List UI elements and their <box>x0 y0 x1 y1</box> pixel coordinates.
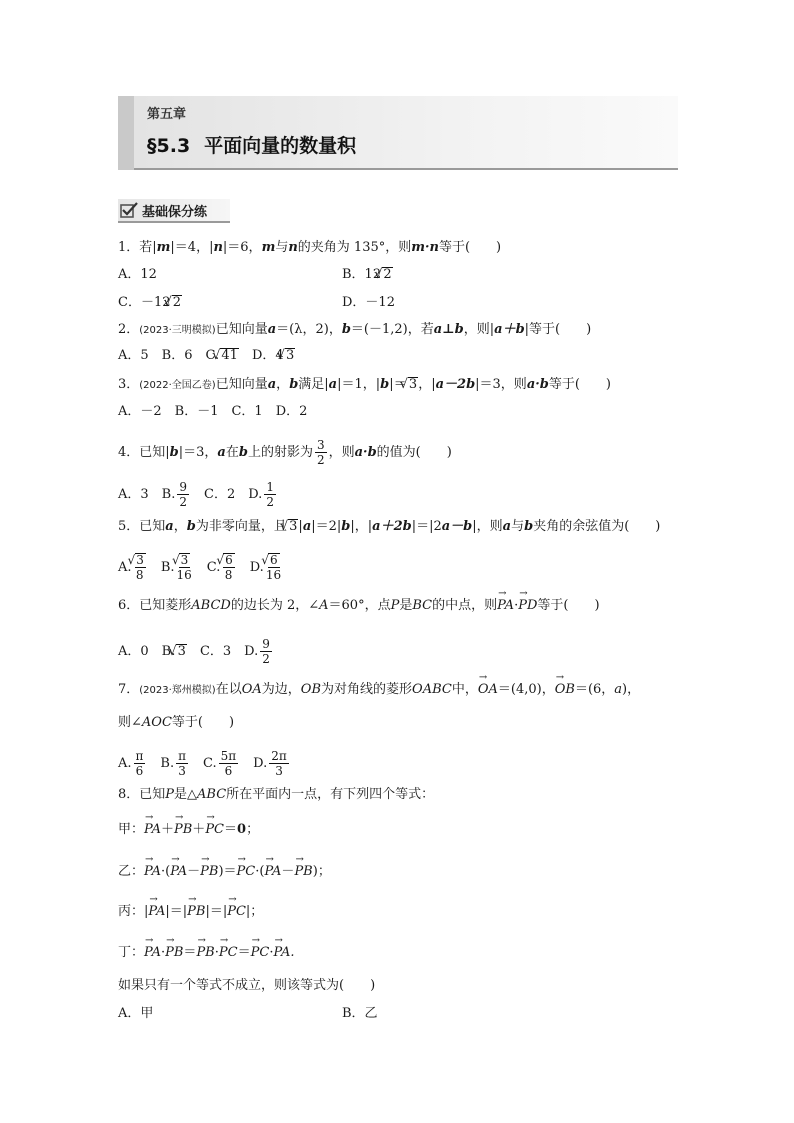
practice-label: 基础保分练 <box>142 205 208 220</box>
q3-stem: 3．(2022·全国乙卷)已知向量a，b满足|a|＝1，|b|＝√ 3，|a－2b|＝3，则a·b等于( ) <box>118 376 611 395</box>
q6-stem: 6．已知菱形ABCD的边长为 2，∠A＝60°，点P是BC的中点，则→ PA·→ PD等于( ) <box>118 597 600 615</box>
q8-option-a: A．甲 <box>118 1006 154 1021</box>
q2-options: A．5 B．6 C.√ 41 D．4√ 3 <box>118 347 295 365</box>
q5-options: A. √ $\frac{3}{8}$ B. √ $\frac{3}{16}$ C. √ $\frac{6}{8}$ D. √ $\frac{6}{16}$ <box>118 553 283 582</box>
q8-stem: 8．已知P是△ABC所在平面内一点，有下列四个等式： <box>118 787 435 802</box>
q6-options: A．0 B.√ 3 C．3 D. $\frac{9}{2}$ <box>118 637 274 666</box>
q1-stem: 1．若|m|＝4，|n|＝6，m与n的夹角为 135°，则m·n等于( ) <box>118 240 502 255</box>
chapter-label: 第五章 <box>147 107 187 122</box>
q2-stem: 2．(2023·三明模拟)已知向量a＝(λ，2)，b＝(－1,2)，若a⊥b，则|a＋b|等于( ) <box>118 322 592 337</box>
section-title <box>147 131 356 158</box>
q8-statement-bing: 丙：|→ PA|＝|→ PB|＝|→ PC|； <box>118 903 263 921</box>
q8-statement-yi: 乙：→ PA·(→ PA－→ PB)＝→ PC·(→ PA－→ PB)； <box>118 863 331 881</box>
q1-option-a: A．12 <box>118 267 157 282</box>
practice-tag <box>118 199 230 223</box>
q1-option-b: B．12√ 2 <box>342 266 393 284</box>
q8-statement-ding: 丁：→ PA·→ PB＝→ PB·→ PC＝→ PC·→ PA. <box>118 944 295 962</box>
q7-stem: 7．(2023·郑州模拟)在以OA为边，OB为对角线的菱形OABC中，→ OA＝(4,0)，→ OB＝(6，a)， <box>118 681 640 700</box>
q8-question: 如果只有一个等式不成立，则该等式为( ) <box>118 978 376 993</box>
q3-options: A．－2 B．－1 C．1 D．2 <box>118 404 308 419</box>
header-accent-bar <box>118 96 134 170</box>
q8-option-b: B．乙 <box>342 1006 378 1021</box>
header-underline <box>134 168 678 170</box>
q7-options: A. $\frac{\pi}{6}$ B. $\frac{\pi}{3}$ C. $\frac{5\pi}{6}$ D. $\frac{2\pi}{3}$ <box>118 749 287 778</box>
q4-stem: 4．已知|b|＝3，a在b上的射影为 $\frac{3}{2}$ ，则a·b的值为( ) <box>118 438 452 467</box>
q1-option-c: C．－12√ 2 <box>118 294 182 312</box>
q5-stem: 5．已知a，b为非零向量，且√ 3|a|＝2|b|，|a＋2b|＝|2a－b|，则a与b夹角的余弦值为( ) <box>118 518 660 536</box>
q8-statement-jia: 甲：→ PA＋→ PB＋→ PC＝0； <box>118 821 259 839</box>
q7-stem-line2: 则∠AOC等于( ) <box>118 715 235 730</box>
section-number: §5.3 <box>147 135 191 157</box>
checkbox-icon <box>120 202 138 218</box>
q4-options: A．3 B. $\frac{9}{2}$ C．2 D. $\frac{1}{2}$ <box>118 480 274 509</box>
q1-option-d: D．－12 <box>342 295 395 310</box>
section-name: 平面向量的数量积 <box>204 135 357 157</box>
